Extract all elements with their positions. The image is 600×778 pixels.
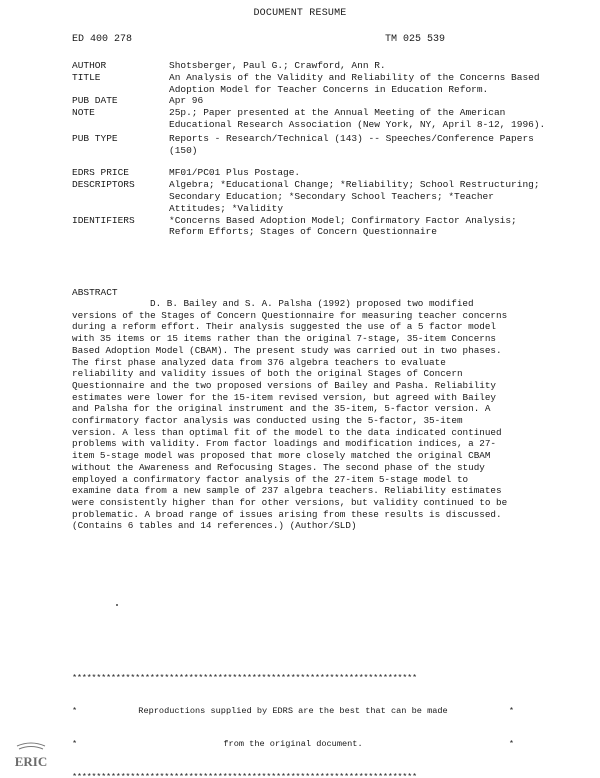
field-label: EDRS PRICE — [72, 167, 130, 179]
reproduction-line-1 — [72, 706, 514, 717]
star-left: * — [72, 739, 78, 749]
clearinghouse-number: TM 025 539 — [385, 34, 446, 45]
star-right: * — [508, 739, 514, 749]
reproduction-text-1: Reproductions supplied by EDRS are the best that can be made — [138, 706, 448, 716]
field-value: Apr 96 — [169, 95, 204, 107]
field-pub-type — [72, 131, 552, 157]
field-value: *Concerns Based Adoption Model; Confirmatory Factor Analysis; Reform Efforts; Stages of Concern Questionnaire — [169, 214, 517, 238]
field-label: NOTE — [72, 107, 95, 119]
field-label: PUB DATE — [72, 95, 118, 107]
field-author — [72, 60, 552, 72]
field-label: IDENTIFIERS — [72, 214, 135, 226]
field-note — [72, 107, 552, 131]
field-label: DESCRIPTORS — [72, 179, 135, 191]
field-label: PUB TYPE — [72, 132, 118, 144]
abstract-text: D. B. Bailey and S. A. Palsha (1992) proposed two modified versions of the Stages of Concern Questionnaire for measuring teacher concerns during a reform effort. Their analysis suggested the use of a 5 factor model with 35 items or 15 items rather than the original 7-stage, 35-item Concerns Based Adoption Model (CBAM). The present study was carried out in two phases. The first phase analyzed data from 376 algebra teachers to evaluate reliability and validity issues of both the original Stages of Concern Questionnaire and the two proposed versions of Bailey and Pasha. Reliability estimates were lower for the 15-item revised version, but agreed with Bailey and Palsha for the original instrument and the 35-item, 5-factor version. A confirmatory factor analysis was conducted using the 5-factor, 35-item version. A less than optimal fit of the model to the data indicated continued problems with validity. From factor loadings and modification indices, a 27-item 5-stage model was proposed that more closely matched the original CBAM without the Awareness and Refocusing Stages. The second phase of the study employed a confirmatory factor analysis of the 27-item 5-stage model to examine data from a new sample of 237 algebra teachers. Reliability estimates were consistently higher than for other versions, but validity continued to be problematic. A broad range of issues arising from these results is discussed. (Contains 6 tables and 14 references.) (Author/SLD) — [72, 298, 508, 532]
field-label: AUTHOR — [72, 60, 107, 71]
eric-logo-icon — [14, 742, 48, 772]
reproduction-line-2 — [72, 739, 514, 750]
field-value: Reports - Research/Technical (143) -- Speeches/Conference Papers (150) — [169, 132, 534, 156]
field-edrs-price — [72, 156, 552, 179]
field-value: 25p.; Paper presented at the Annual Meeting of the American Educational Research Association (New York, NY, April 8-12, 1996). — [169, 107, 546, 130]
document-title: DOCUMENT RESUME — [253, 8, 347, 19]
field-title — [72, 72, 552, 96]
metadata-table — [72, 60, 552, 238]
eric-logo-text: ERIC — [14, 754, 48, 769]
field-value: Shotsberger, Paul G.; Crawford, Ann R. — [169, 60, 386, 71]
field-value: Algebra; *Educational Change; *Reliability; School Restructuring; Secondary Education; *Secondary School Teachers; *Teacher Attitudes; *Validity — [169, 179, 540, 214]
reproduction-text-2: from the original document. — [223, 739, 363, 749]
star-left: * — [72, 706, 78, 716]
abstract-heading: ABSTRACT — [72, 287, 118, 298]
star-right: * — [508, 706, 514, 716]
star-border-top: *********************************************************************** — [72, 673, 417, 683]
field-value: MF01/PC01 Plus Postage. — [169, 167, 301, 179]
accession-number: ED 400 278 — [72, 34, 133, 45]
scan-mark — [116, 604, 118, 606]
star-border-bottom: *********************************************************************** — [72, 772, 417, 778]
field-label: TITLE — [72, 71, 101, 83]
field-descriptors — [72, 179, 552, 214]
field-pub-date — [72, 95, 552, 107]
field-identifiers — [72, 215, 552, 239]
field-value: An Analysis of the Validity and Reliability of the Concerns Based Adoption Model for Teacher Concerns in Education Reform. — [169, 71, 540, 95]
reproduction-notice — [72, 651, 514, 778]
